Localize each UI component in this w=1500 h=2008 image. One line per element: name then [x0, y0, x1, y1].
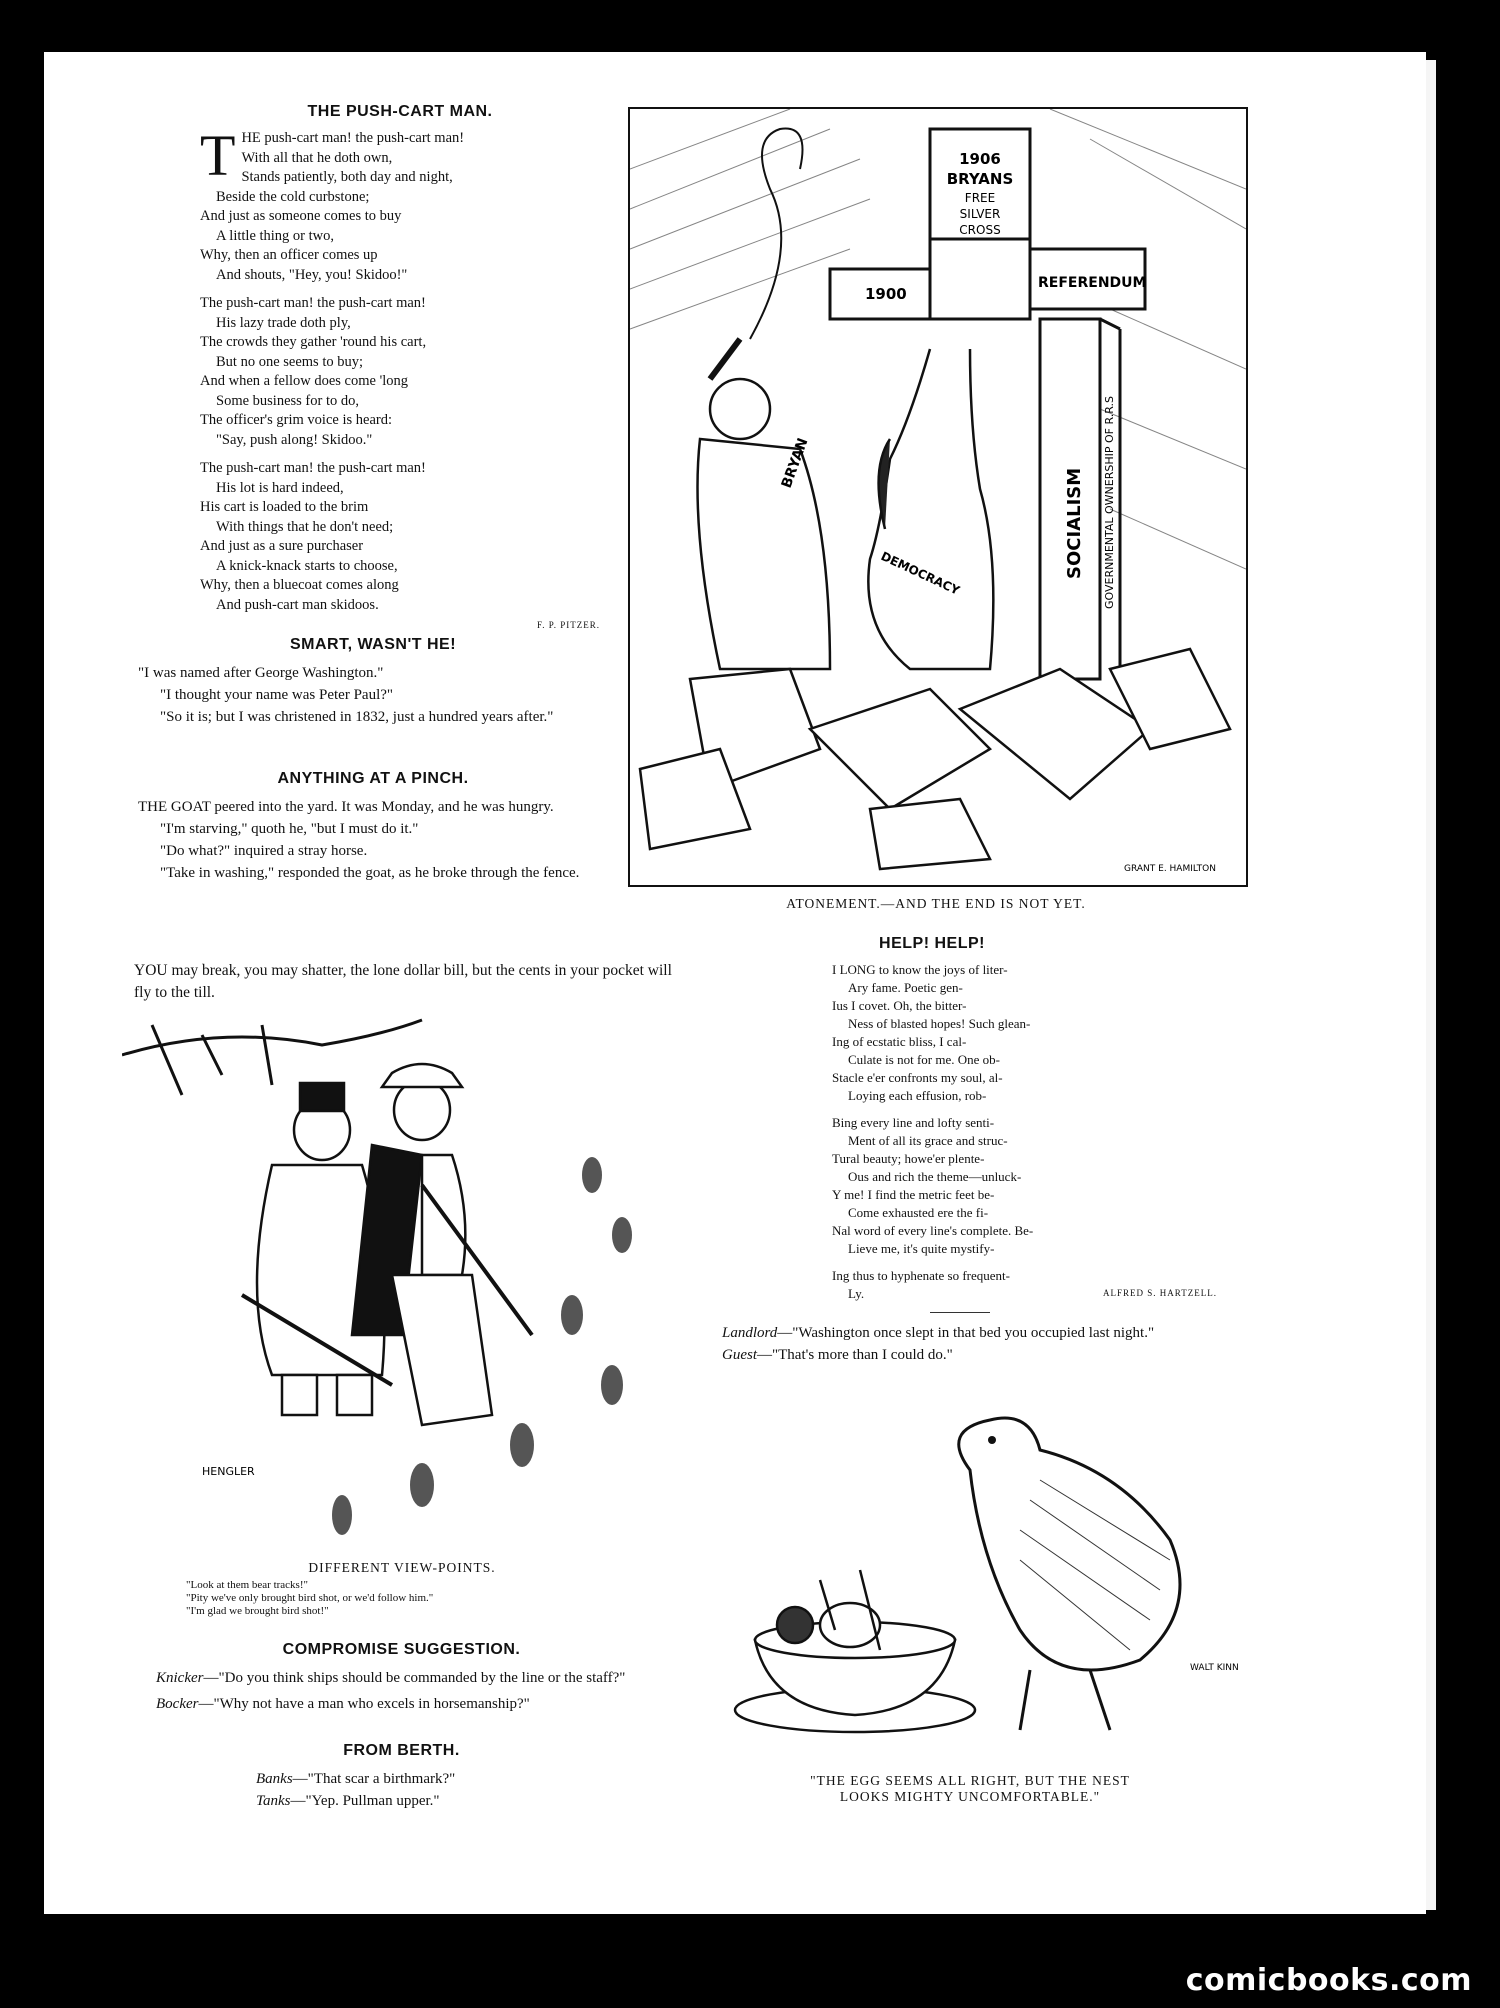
- help-title: HELP! HELP!: [879, 935, 985, 952]
- poem-line: Ing thus to hyphenate so frequent-: [832, 1268, 1010, 1283]
- poem-line: And shouts, "Hey, you! Skidoo!": [216, 266, 408, 283]
- poem-line: His lot is hard indeed,: [216, 479, 344, 496]
- joke-line: [700, 1344, 1233, 1366]
- poem-line: Ing of ecstatic bliss, I cal-: [832, 1034, 967, 1049]
- hunter-quote: "Look at them bear tracks!": [186, 1579, 308, 1591]
- poem-line: Ment of all its grace and struc-: [848, 1133, 1008, 1148]
- poem-line: Ius I covet. Oh, the bitter-: [832, 998, 967, 1013]
- hen-caption-line-2: LOOKS MIGHTY UNCOMFORTABLE.": [839, 1789, 1101, 1804]
- atonement-cartoon: [628, 107, 1248, 887]
- poem-line: Lieve me, it's quite mystify-: [848, 1241, 995, 1256]
- hen: [959, 1418, 1180, 1730]
- hen-caption-line-1: "THE EGG SEEMS ALL RIGHT, BUT THE NEST: [810, 1773, 1130, 1788]
- sash-label-democracy: DEMOCRACY: [878, 549, 962, 598]
- poem-line: With all that he doth own,: [241, 149, 393, 166]
- joke-line: [134, 1667, 669, 1689]
- hen-eye: [988, 1436, 996, 1444]
- tree-branches: [122, 1020, 422, 1095]
- poem-author: F. P. PITZER.: [536, 620, 600, 630]
- hunter-quote: "I'm glad we brought bird shot!": [186, 1605, 329, 1617]
- poem-line: And just as someone comes to buy: [200, 208, 402, 224]
- poem-line: His lazy trade doth ply,: [216, 314, 351, 331]
- stanza-2: [200, 294, 600, 450]
- smart-joke: [138, 636, 608, 728]
- smart-title: SMART, WASN'T HE!: [289, 636, 457, 653]
- poem-line: Ary fame. Poetic gen-: [848, 980, 963, 995]
- poem-line: Loying each effusion, rob-: [848, 1088, 987, 1103]
- hunters-title: DIFFERENT VIEW-POINTS.: [308, 1560, 496, 1575]
- help-stanza-1: [832, 961, 1232, 1105]
- joke-line: THE GOAT peered into the yard. It was Monday, and he was hungry.: [138, 799, 554, 815]
- sewing-basket: [735, 1570, 975, 1732]
- pinch-title: ANYTHING AT A PINCH.: [277, 770, 469, 787]
- help-stanza-2: [832, 1114, 1232, 1258]
- hunters-drawing: [122, 1015, 682, 1550]
- push-cart-title: THE PUSH-CART MAN.: [307, 103, 493, 120]
- hen-caption: [700, 1773, 1240, 1805]
- page-edge: [1426, 60, 1436, 1910]
- poem-line: And push-cart man skidoos.: [216, 596, 379, 613]
- cross-label-1900: 1900: [865, 285, 907, 303]
- poem-line: Beside the cold curbstone;: [216, 188, 370, 205]
- poem-line: The push-cart man! the push-cart man!: [200, 460, 426, 476]
- poem-line: A knick-knack starts to choose,: [216, 557, 398, 574]
- joke-line: [134, 1693, 669, 1715]
- poem-line: Y me! I find the metric feet be-: [832, 1187, 995, 1202]
- poem-line: Stacle e'er confronts my soul, al-: [832, 1070, 1003, 1085]
- dialogue: —"Do you think ships should be commanded by the line or the staff?": [203, 1670, 626, 1686]
- berth-joke: [134, 1742, 669, 1812]
- joke-line: [700, 1322, 1233, 1344]
- divider-rule: [930, 1312, 990, 1313]
- artist-signature-kinn: WALT KINN: [1190, 1663, 1239, 1673]
- dialogue: —"Why not have a man who excels in horsemanship?": [198, 1696, 530, 1712]
- artist-signature-hengler: HENGLER: [202, 1465, 255, 1478]
- dollar-bill-line: YOU may break, you may shatter, the lone dollar bill, but the cents in your pocket will fly to the till.: [134, 962, 672, 1001]
- speaker: Bocker: [156, 1696, 199, 1712]
- speaker: Knicker: [156, 1670, 204, 1686]
- joke-line: "I was named after George Washington.": [138, 665, 384, 681]
- poem-line: Come exhausted ere the fi-: [848, 1205, 989, 1220]
- democracy-figure: [868, 349, 993, 669]
- poem-line: Ness of blasted hopes! Such glean-: [848, 1016, 1031, 1031]
- atonement-caption: ATONEMENT.—AND THE END IS NOT YET.: [786, 896, 1086, 911]
- berth-title: FROM BERTH.: [343, 1742, 460, 1759]
- push-cart-poem: [200, 103, 600, 630]
- compromise-joke: [134, 1641, 669, 1715]
- joke-line: "Take in washing," responded the goat, as he broke through the fence.: [160, 865, 580, 881]
- hen-cartoon: [700, 1410, 1240, 1760]
- help-author: ALFRED S. HARTZELL.: [1103, 1288, 1217, 1298]
- dialogue: —"That scar a birthmark?": [292, 1771, 456, 1787]
- bryan-figure: [698, 339, 831, 669]
- joke-line: "I'm starving," quoth he, "but I must do it.": [160, 821, 419, 837]
- hen-drawing: [700, 1410, 1240, 1760]
- cross-label-bryans: BRYANS: [946, 170, 1014, 188]
- poem-line: A little thing or two,: [216, 227, 335, 244]
- poem-line: But no one seems to buy;: [216, 353, 364, 370]
- drop-cap: T: [200, 123, 236, 188]
- sash-label-bryan: BRYAN: [778, 435, 812, 491]
- speaker: Landlord: [722, 1325, 778, 1341]
- poem-line: The push-cart man! the push-cart man!: [200, 295, 426, 311]
- poem-line: And when a fellow does come 'long: [200, 373, 408, 389]
- pinch-joke: [138, 770, 608, 884]
- dialogue: —"Washington once slept in that bed you occupied last night.": [777, 1325, 1155, 1341]
- speaker: Banks: [256, 1771, 293, 1787]
- cross-label-1906: 1906: [959, 150, 1001, 168]
- poem-line: With things that he don't need;: [216, 518, 394, 535]
- poem-line: Culate is not for me. One ob-: [848, 1052, 1000, 1067]
- poem-line: The officer's grim voice is heard:: [200, 412, 392, 428]
- rubble: [640, 649, 1230, 869]
- hunters-quotes: [186, 1579, 666, 1618]
- poem-line: Bing every line and lofty senti-: [832, 1115, 995, 1130]
- artist-signature-hamilton: GRANT E. HAMILTON: [1124, 864, 1216, 874]
- joke-line: "I thought your name was Peter Paul?": [160, 687, 394, 703]
- joke-line: "Do what?" inquired a stray horse.: [160, 843, 368, 859]
- poem-line: And just as a sure purchaser: [200, 538, 364, 554]
- poem-line: Nal word of every line's complete. Be-: [832, 1223, 1034, 1238]
- joke-line: [134, 1768, 669, 1790]
- joke-line: "So it is; but I was christened in 1832, just a hundred years after.": [160, 709, 554, 725]
- cross-label-socialism: SOCIALISM: [1064, 467, 1085, 579]
- hunters-cartoon: [122, 1015, 682, 1550]
- cross-label-silver: SILVER: [959, 207, 1001, 221]
- poem-line: HE push-cart man! the push-cart man!: [241, 130, 465, 146]
- hunter-quote: "Pity we've only brought bird shot, or we'd follow him.": [186, 1592, 434, 1604]
- poem-line: Why, then a bluecoat comes along: [200, 577, 399, 593]
- dialogue: —"That's more than I could do.": [757, 1347, 953, 1363]
- poem-line: His cart is loaded to the brim: [200, 499, 369, 515]
- speaker: Tanks: [256, 1793, 291, 1809]
- help-poem: [832, 935, 1232, 1301]
- poem-line: Tural beauty; howe'er plente-: [832, 1151, 985, 1166]
- poem-line: Stands patiently, both day and night,: [241, 169, 453, 185]
- poem-line: The crowds they gather 'round his cart,: [200, 334, 427, 350]
- compromise-title: COMPROMISE SUGGESTION.: [282, 1641, 521, 1658]
- poem-line: Ous and rich the theme—unluck-: [848, 1169, 1022, 1184]
- cross-label-free: FREE: [964, 191, 996, 205]
- stanza-3: [200, 459, 600, 615]
- watermark: comicbooks.com: [1185, 1963, 1472, 1998]
- cross-label-governmental: GOVERNMENTAL OWNERSHIP OF R.R.S: [1103, 396, 1116, 609]
- stanza-1: [200, 123, 600, 285]
- dialogue: —"Yep. Pullman upper.": [290, 1793, 440, 1809]
- poem-line: I LONG to know the joys of liter-: [832, 962, 1008, 977]
- joke-line: [134, 1790, 669, 1812]
- poem-line: Why, then an officer comes up: [200, 247, 378, 263]
- poem-line: "Say, push along! Skidoo.": [216, 431, 373, 448]
- dollar-bill-quip: [134, 960, 678, 1004]
- atonement-drawing: [630, 109, 1246, 885]
- landlord-joke: [700, 1322, 1233, 1366]
- cross-label-referendum: REFERENDUM: [1038, 275, 1147, 291]
- speaker: Guest: [722, 1347, 757, 1363]
- poem-line: Some business for to do,: [216, 392, 359, 409]
- poem-line: Ly.: [848, 1286, 865, 1301]
- cross-label-cross: CROSS: [959, 223, 1001, 237]
